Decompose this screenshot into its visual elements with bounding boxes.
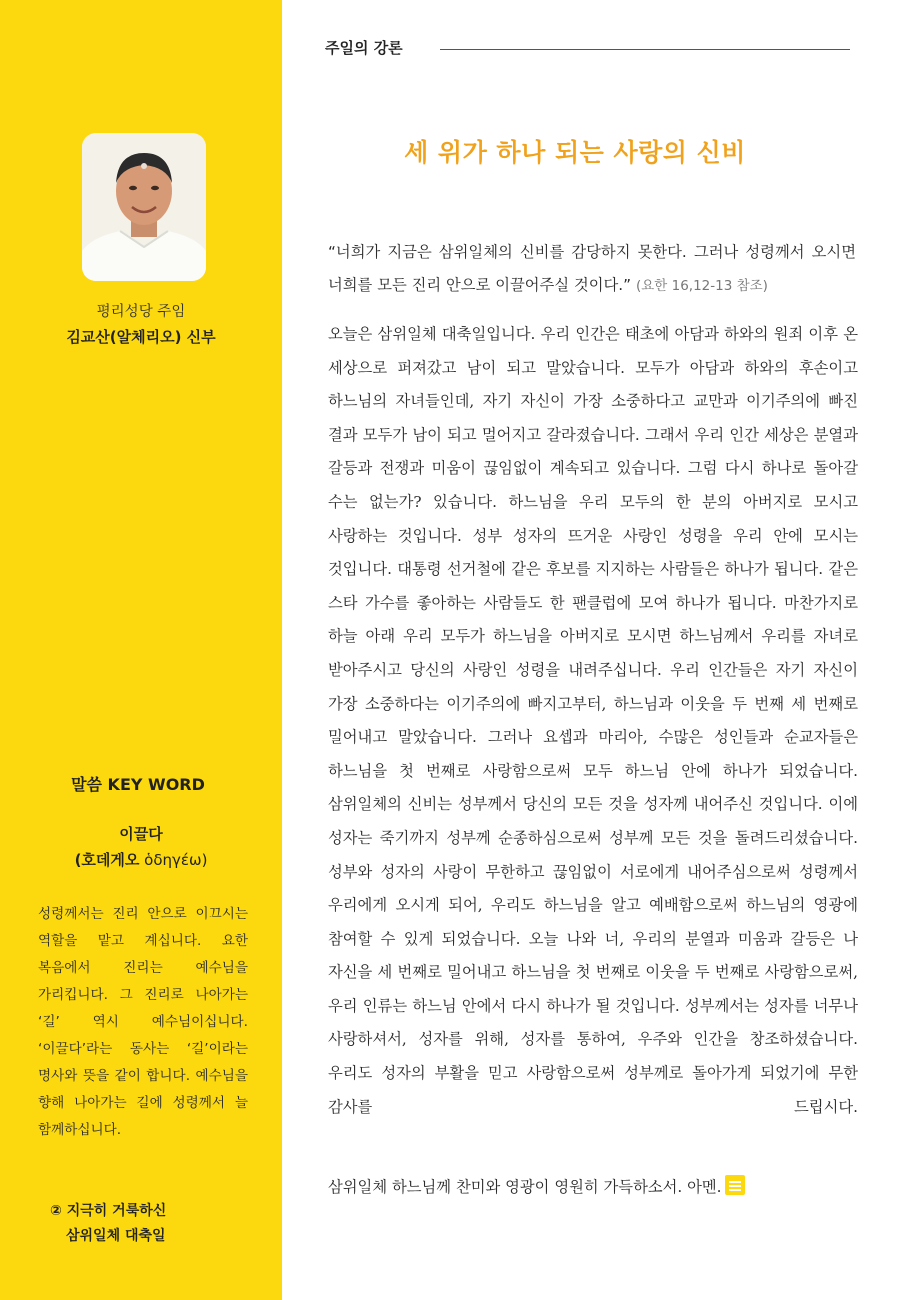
keyword-description: 성령께서는 진리 안으로 이끄시는 역할을 맡고 계십니다. 요한 복음에서 진리는 예수님을 가리킵니다. 그 진리로 나아가는 ‘길’ 역시 예수님이십니다. ‘이끌다’라는 동사는 ‘길’이라는 명사와 뜻을 같이 합니다. 예수님을 향해 나아가는 길에 성령께서 늘 함께하십니다.: [38, 906, 248, 1138]
series-line-2: 삼위일체 대축일: [66, 1228, 166, 1244]
keyword-greek: ὁδηγέω): [144, 851, 208, 869]
keyword-transliteration: [0, 849, 282, 870]
scripture-quote: [328, 236, 856, 303]
sidebar: [0, 0, 282, 1300]
author-photo: [82, 133, 206, 281]
closing-text: 삼위일체 하느님께 찬미와 영광이 영원히 가득하소서. 아멘.: [328, 1178, 722, 1196]
series-line-1: ② 지극히 거룩하신: [50, 1203, 167, 1219]
end-mark-icon: [725, 1175, 745, 1195]
keyword-term: 이끌다: [119, 825, 163, 843]
author-church: 평리성당 주임: [96, 304, 186, 320]
author-name: 김교산(알체리오) 신부: [66, 328, 216, 346]
keyword-korean: (호데게오: [74, 851, 140, 869]
quote-text: “너희가 지금은 삼위일체의 신비를 감당하지 못한다. 그러나 성령께서 오시면 너희를 모든 진리 안으로 이끌어주실 것이다.”: [328, 243, 856, 294]
keyword-heading: 말씀 KEY WORD: [71, 775, 205, 794]
series-label: [50, 1200, 166, 1245]
section-divider: [440, 49, 850, 50]
article-body: 오늘은 삼위일체 대축일입니다. 우리 인간은 태초에 아담과 하와의 원죄 이후 온 세상으로 퍼져갔고 남이 되고 말았습니다. 모두가 아담과 하와의 후손이고 하느님의 자녀들인데, 자기 자신이 가장 소중하다고 교만과 이기주의에 빠진 결과 모두가 남이 되고 멀어지고 갈라졌습니다. 그래서 우리 인간 세상은 분열과 갈등과 전쟁과 미움이 끊임없이 계속되고 있습니다. 그럼 다시 하나로 돌아갈 수는 없는가? 있습니다. 하느님을 우리 모두의 한 분의 아버지로 모시고 사랑하는 것입니다. 성부 성자의 뜨거운 사랑인 성령을 우리 안에 모시는 것입니다. 대통령 선거철에 같은 후보를 지지하는 사람들은 하나가 됩니다. 같은 스타 가수를 좋아하는 사람들도 한 팬클럽에 모여 하나가 됩니다. 마찬가지로 하늘 아래 우리 모두가 하느님을 아버지로 모시면 하느님께서 우리를 자녀로 받아주시고 당신의 사랑인 성령을 내려주십니다. 우리 인간들은 자기 자신이 가장 소중하다는 이기주의에 빠지고부터, 하느님과 이웃을 두 번째 세 번째로 밀어내고 말았습니다. 그러나 요셉과 마리아, 수많은 성인들과 순교자들은 하느님을 첫 번째로 사랑함으로써 모두 하느님 안에 하나가 되었습니다. 삼위일체의 신비는 성부께서 당신의 모든 것을 성자께 내어주신 것입니다. 이에 성자는 죽기까지 성부께 순종하심으로써 성부께 모든 것을 돌려드리셨습니다. 성부와 성자의 사랑이 무한하고 끊임없이 서로에게 내어주심으로써 성령께서 우리에게 오시게 되어, 우리도 하느님을 알고 예배함으로써 하느님의 영광에 참여할 수 있게 되었습니다. 오늘 나와 너, 우리의 분열과 미움과 갈등은 나 자신을 세 번째로 밀어내고 하느님을 첫 번째로 이웃을 두 번째로 사랑함으로써, 우리 인류는 하느님 안에서 다시 하나가 될 것입니다. 성부께서는 성자를 너무나 사랑하셔서, 성자를 위해, 성자를 통하여, 우주와 인간을 창조하셨습니다. 우리도 성자의 부활을 믿고 사랑함으로써 성부께로 돌아가게 되었기에 무한 감사를 드립시다.: [328, 325, 858, 1116]
quote-reference: (요한 16,12-13 참조): [635, 278, 768, 294]
article-closing: [328, 1172, 745, 1202]
article-title: 세 위가 하나 되는 사랑의 신비: [404, 138, 746, 167]
section-label: 주일의 강론: [325, 39, 403, 57]
